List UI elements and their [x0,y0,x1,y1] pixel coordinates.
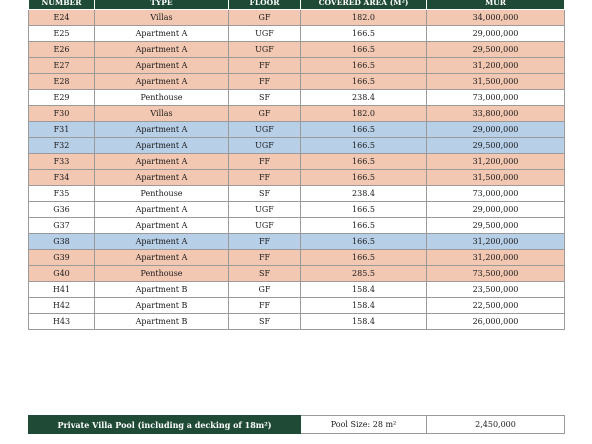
cell-floor: UGF [229,202,301,218]
cell-covered-area: 158.4 [301,298,427,314]
cell-price: 29,000,000 [427,202,565,218]
cell-number: G37 [29,218,95,234]
cell-covered-area: 158.4 [301,314,427,330]
cell-covered-area: 166.5 [301,138,427,154]
table-row [29,298,565,314]
cell-price: 22,500,000 [427,298,565,314]
table-row [29,250,565,266]
cell-number: G38 [29,234,95,250]
cell-number: G39 [29,250,95,266]
cell-type: Apartment A [95,170,229,186]
cell-number: F34 [29,170,95,186]
pool-table [28,415,565,434]
cell-floor: GF [229,282,301,298]
cell-type: Apartment A [95,58,229,74]
table-row [29,266,565,282]
cell-number: E27 [29,58,95,74]
cell-type: Apartment A [95,26,229,42]
cell-floor: FF [229,298,301,314]
cell-type: Apartment B [95,314,229,330]
cell-price: 29,000,000 [427,122,565,138]
header-covered-area: COVERED AREA (M²) [301,0,427,10]
cell-price: 73,500,000 [427,266,565,282]
cell-price: 73,000,000 [427,90,565,106]
table-row [29,218,565,234]
table-row [29,58,565,74]
cell-price: 26,000,000 [427,314,565,330]
cell-number: E24 [29,10,95,26]
table-row [29,90,565,106]
cell-floor: UGF [229,122,301,138]
cell-price: 31,500,000 [427,170,565,186]
header-floor: FLOOR [229,0,301,10]
cell-number: F35 [29,186,95,202]
cell-covered-area: 182.0 [301,10,427,26]
cell-floor: UGF [229,26,301,42]
cell-floor: FF [229,74,301,90]
cell-type: Penthouse [95,266,229,282]
table-row [29,42,565,58]
table-row [29,122,565,138]
cell-type: Villas [95,106,229,122]
pool-label: Private Villa Pool (including a decking of 18m²) [29,416,301,434]
cell-covered-area: 166.5 [301,234,427,250]
cell-covered-area: 166.5 [301,170,427,186]
cell-price: 31,200,000 [427,58,565,74]
cell-covered-area: 166.5 [301,74,427,90]
cell-type: Penthouse [95,186,229,202]
cell-covered-area: 238.4 [301,90,427,106]
cell-covered-area: 166.5 [301,202,427,218]
cell-type: Apartment B [95,298,229,314]
cell-price: 31,200,000 [427,154,565,170]
cell-covered-area: 238.4 [301,186,427,202]
table-header-row [29,0,565,10]
cell-floor: FF [229,58,301,74]
cell-floor: FF [229,170,301,186]
cell-price: 29,500,000 [427,218,565,234]
table-row [29,106,565,122]
cell-covered-area: 166.5 [301,42,427,58]
cell-covered-area: 158.4 [301,282,427,298]
cell-number: F33 [29,154,95,170]
header-number: NUMBER [29,0,95,10]
table-row [29,202,565,218]
cell-floor: SF [229,266,301,282]
cell-covered-area: 182.0 [301,106,427,122]
cell-price: 73,000,000 [427,186,565,202]
cell-covered-area: 166.5 [301,154,427,170]
cell-covered-area: 166.5 [301,122,427,138]
table-row [29,234,565,250]
cell-number: G36 [29,202,95,218]
cell-price: 29,000,000 [427,26,565,42]
cell-number: F31 [29,122,95,138]
cell-type: Apartment A [95,250,229,266]
cell-floor: FF [229,250,301,266]
cell-number: E25 [29,26,95,42]
header-type: TYPE [95,0,229,10]
cell-floor: FF [229,234,301,250]
cell-covered-area: 285.5 [301,266,427,282]
header-mur: MUR [427,0,565,10]
cell-price: 31,500,000 [427,74,565,90]
table-row [29,10,565,26]
cell-floor: UGF [229,42,301,58]
pool-row [29,416,565,434]
cell-price: 31,200,000 [427,250,565,266]
cell-type: Apartment A [95,234,229,250]
cell-floor: SF [229,90,301,106]
cell-type: Apartment B [95,282,229,298]
cell-floor: UGF [229,218,301,234]
cell-floor: GF [229,106,301,122]
cell-number: E28 [29,74,95,90]
cell-floor: GF [229,10,301,26]
cell-price: 31,200,000 [427,234,565,250]
cell-number: G40 [29,266,95,282]
cell-floor: FF [229,154,301,170]
cell-price: 29,500,000 [427,138,565,154]
cell-floor: SF [229,314,301,330]
cell-number: E29 [29,90,95,106]
cell-covered-area: 166.5 [301,250,427,266]
cell-price: 23,500,000 [427,282,565,298]
pool-price: 2,450,000 [427,416,565,434]
cell-type: Apartment A [95,154,229,170]
table-row [29,74,565,90]
cell-type: Apartment A [95,138,229,154]
cell-type: Penthouse [95,90,229,106]
cell-type: Apartment A [95,202,229,218]
table-row [29,186,565,202]
cell-price: 34,000,000 [427,10,565,26]
table-body [29,10,565,330]
cell-type: Apartment A [95,122,229,138]
cell-number: H42 [29,298,95,314]
price-list-table [28,0,565,330]
table-row [29,26,565,42]
table-row [29,170,565,186]
cell-type: Villas [95,10,229,26]
cell-covered-area: 166.5 [301,218,427,234]
cell-number: F32 [29,138,95,154]
cell-covered-area: 166.5 [301,26,427,42]
table-row [29,282,565,298]
cell-floor: SF [229,186,301,202]
cell-number: E26 [29,42,95,58]
cell-price: 29,500,000 [427,42,565,58]
cell-type: Apartment A [95,74,229,90]
table-row [29,154,565,170]
pool-size: Pool Size: 28 m² [301,416,427,434]
cell-covered-area: 166.5 [301,58,427,74]
cell-price: 33,800,000 [427,106,565,122]
cell-number: H41 [29,282,95,298]
cell-type: Apartment A [95,42,229,58]
cell-number: H43 [29,314,95,330]
cell-type: Apartment A [95,218,229,234]
cell-floor: UGF [229,138,301,154]
table-row [29,138,565,154]
table-row [29,314,565,330]
cell-number: F30 [29,106,95,122]
